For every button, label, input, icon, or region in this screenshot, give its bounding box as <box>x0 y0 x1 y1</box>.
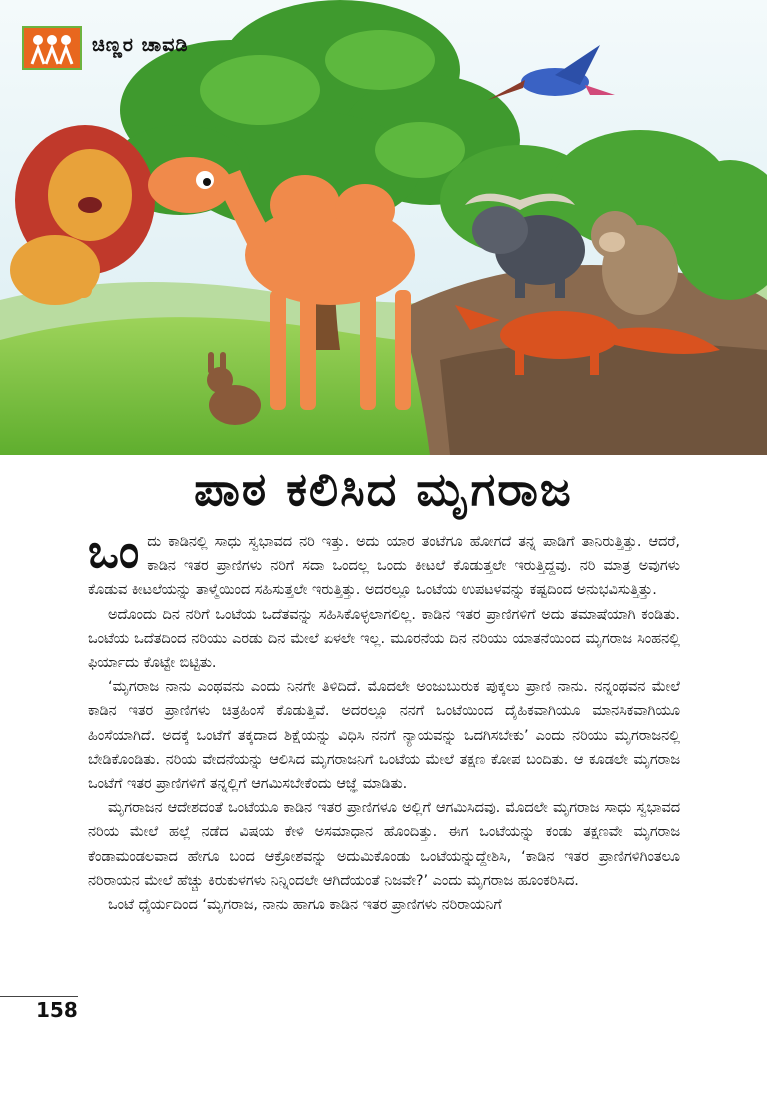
paragraph-1 <box>88 524 680 603</box>
paragraph-5: ಒಂಟೆ ಧೈರ್ಯದಿಂದ ‘ಮೃಗರಾಜ, ನಾನು ಹಾಗೂ ಕಾಡಿನ ಇತರ ಪ್ರಾಣಿಗಳು ನರಿರಾಯನಿಗೆ <box>108 897 502 914</box>
paragraph-2: ಅದೊಂದು ದಿನ ನರಿಗೆ ಒಂಟೆಯ ಒದೆತವನ್ನು ಸಹಿಸಿಕೊಳ್ಳಲಾಗಲಿಲ್ಲ. ಕಾಡಿನ ಇತರ ಪ್ರಾಣಿಗಳಿಗೆ ಅದು ತಮಾಷೆಯಾಗಿ ಕಂಡಿತು. ಒಂಟೆಯ ಒದೆತದಿಂದ ನರಿಯು ಎರಡು ದಿನ ಮೇಲೆ ಏಳಲೇ ಇಲ್ಲ. ಮೂರನೆಯ ದಿನ ನರಿಯು ಯಾತನೆಯಿಂದ ಮೃಗರಾಜ ಸಿಂಹನಲ್ಲಿ ಫಿರ್ಯಾದು ಕೊಟ್ಟೇ ಬಿಟ್ಟಿತು. <box>88 606 680 672</box>
drop-cap: ಒಂ <box>88 524 140 578</box>
paragraph-4: ಮೃಗರಾಜನ ಆದೇಶದಂತೆ ಒಂಟೆಯೂ ಕಾಡಿನ ಇತರ ಪ್ರಾಣಿಗಳೂ ಅಲ್ಲಿಗೆ ಆಗಮಿಸಿದವು. ಮೊದಲೇ ಮೃಗರಾಜ ಸಾಧು ಸ್ವಭಾವದ ನರಿಯ ಮೇಲೆ ಹಲ್ಲೆ ನಡೆದ ವಿಷಯ ಕೇಳಿ ಅಸಮಾಧಾನ ಹೊಂದಿತ್ತು. ಈಗ ಒಂಟೆಯನ್ನು ಕಂಡು ತಕ್ಷಣವೇ ಮೃಗರಾಜ ಕೆಂಡಾಮಂಡಲವಾದ ಹೇಗೂ ಬಂದ ಆಕ್ರೋಶವನ್ನು ಅದುಮಿಕೊಂಡು ಒಂಟೆಯನ್ನುದ್ದೇಶಿಸಿ, ‘ಕಾಡಿನ ಇತರ ಪ್ರಾಣಿಗಳಿಗಿಂತಲೂ ನರಿರಾಯನ ಮೇಲೆ ಹೆಚ್ಚು ಕಿರುಕುಳಗಳು ನಿನ್ನಿಂದಲೇ ಆಗಿದೆಯಂತೆ ನಿಜವೇ?’ ಎಂದು ಮೃಗರಾಜ ಹೂಂಕರಿಸಿದ. <box>88 800 680 889</box>
story-body <box>88 524 680 917</box>
section-name: ಚಿಣ್ಣರ ಚಾವಡಿ <box>92 34 189 56</box>
paragraph-1-text: ದು ಕಾಡಿನಲ್ಲಿ ಸಾಧು ಸ್ವಭಾವದ ನರಿ ಇತ್ತು. ಅದು ಯಾರ ತಂಟೆಗೂ ಹೋಗದೆ ತನ್ನ ಪಾಡಿಗೆ ತಾನಿರುತ್ತಿತ್ತು. ಆದರೆ, ಕಾಡಿನ ಇತರ ಪ್ರಾಣಿಗಳು ನರಿಗೆ ಸದಾ ಒಂದಲ್ಲ ಒಂದು ಕೀಟಲೆ ಕೊಡುತ್ತಲೇ ಇರುತ್ತಿದ್ದವು. ನರಿ ಮಾತ್ರ ಅವುಗಳು ಕೊಡುವ ಕೀಟಲೆಯನ್ನು ತಾಳ್ಮೆಯಿಂದ ಸಹಿಸುತ್ತಲೇ ಇರುತ್ತಿತ್ತು. ಅದರಲ್ಲೂ ಒಂಟೆಯ ಉಪಟಳವನ್ನು ಕಷ್ಟದಿಂದ ಅನುಭವಿಸುತ್ತಿತ್ತು. <box>88 534 680 599</box>
paragraph-3: ‘ಮೃಗರಾಜ ನಾನು ಎಂಥವನು ಎಂದು ನಿನಗೇ ತಿಳಿದಿದೆ. ಮೊದಲೇ ಅಂಜುಬುರುಕ ಪುಕ್ಕಲು ಪ್ರಾಣಿ ನಾನು. ನನ್ನಂಥವನ ಮೇಲೆ ಕಾಡಿನ ಇತರ ಪ್ರಾಣಿಗಳು ಚಿತ್ರಹಿಂಸೆ ಕೊಡುತ್ತಿವೆ. ಅದರಲ್ಲೂ ನನಗೆ ಒಂಟೆಯಿಂದ ದೈಹಿಕವಾಗಿಯೂ ಮಾನಸಿಕವಾಗಿಯೂ ಹಿಂಸೆಯಾಗಿದೆ. ಅದಕ್ಕೆ ಒಂಟೆಗೆ ತಕ್ಕದಾದ ಶಿಕ್ಷೆಯನ್ನು ವಿಧಿಸಿ ನನಗೆ ನ್ಯಾಯವನ್ನು ಒದಗಿಸಬೇಕು’ ಎಂದು ನರಿಯು ಮೃಗರಾಜನಲ್ಲಿ ಬೇಡಿಕೊಂಡಿತು. ನರಿಯ ವೇದನೆಯನ್ನು ಆಲಿಸಿದ ಮೃಗರಾಜನಿಗೆ ಒಂಟೆಯ ಮೇಲೆ ತಕ್ಷಣ ಕೋಪ ಬಂದಿತು. ಆ ಕೂಡಲೇ ಮೃಗರಾಜ ಒಂಟೆಗೆ ಇತರ ಪ್ರಾಣಿಗಳಿಗೆ ತನ್ನಲ್ಲಿಗೆ ಆಗಮಿಸಬೇಕೆಂದು ಆಜ್ಞೆ ಮಾಡಿತು. <box>88 679 680 793</box>
section-logo <box>22 26 82 70</box>
page-number: 158 <box>36 998 78 1022</box>
story-illustration <box>0 0 767 455</box>
page-number-rule <box>0 996 78 997</box>
story-title: ಪಾಠ ಕಲಿಸಿದ ಮೃಗರಾಜ <box>194 462 573 516</box>
